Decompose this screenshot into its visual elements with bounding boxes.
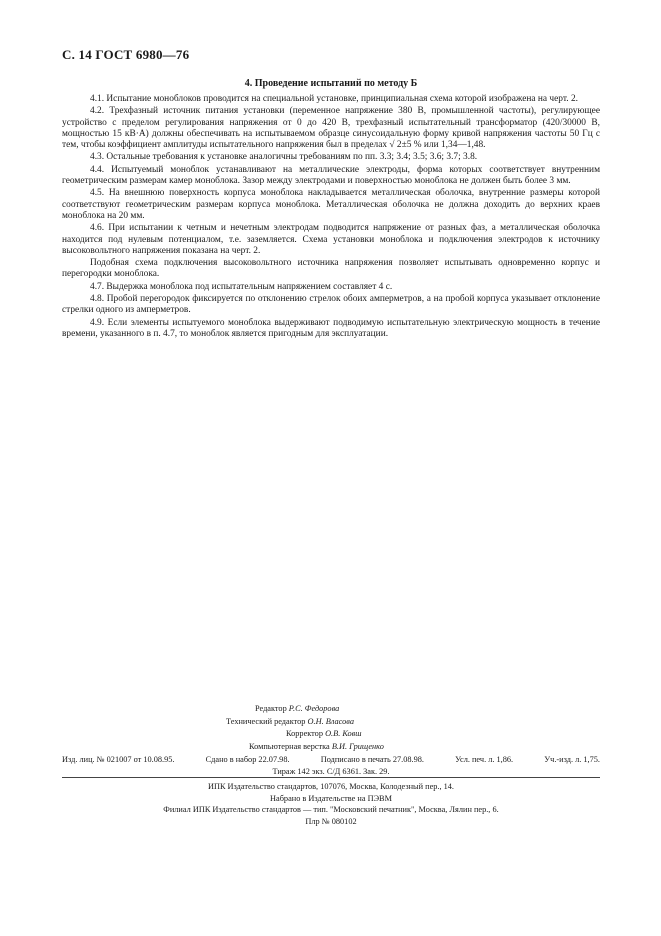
credit-corrector-name: О.В. Ковш bbox=[325, 729, 362, 738]
credit-layout-name: В.И. Грищенко bbox=[331, 741, 384, 751]
imprint-publisher: ИПК Издательство стандартов, 107076, Москва, Колодезный пер., 14. bbox=[207, 782, 455, 791]
section-title: 4. Проведение испытаний по методу Б bbox=[244, 78, 418, 89]
credit-tech-editor bbox=[226, 716, 661, 729]
footer-divider bbox=[62, 777, 600, 778]
circulation-line: Тираж 142 экз. С/Д 6361. Зак. 29. bbox=[272, 766, 390, 776]
credit-tech-editor-name: О.Н. Власова bbox=[307, 716, 354, 726]
signed-to-print-date: Подписано в печать 27.08.98. bbox=[320, 755, 424, 764]
credit-editor bbox=[255, 703, 661, 716]
page-header: С. 14 ГОСТ 6980—76 bbox=[62, 47, 190, 62]
publication-info bbox=[62, 754, 600, 777]
credit-editor-name: Р.С. Федорова bbox=[288, 704, 340, 713]
imprint-footer bbox=[62, 781, 600, 827]
sent-to-set-date: Сдано в набор 22.07.98. bbox=[205, 755, 290, 764]
paragraph-4-7: 4.7. Выдержка моноблока под испытательным напряжением составляет 4 с. bbox=[90, 281, 393, 292]
publishing-sheets: Уч.-изд. л. 1,75. bbox=[544, 755, 600, 764]
credit-editor-role: Редактор bbox=[255, 704, 287, 713]
credit-layout bbox=[249, 741, 661, 754]
paragraph-4-6-note: Подобная схема подключения высоковольтного источника напряжения позволяет испытывать одновременно корпус и перегородки моноблока. bbox=[62, 258, 600, 280]
paragraph-4-6: 4.6. При испытании к четным и нечетным электродам подводится напряжение от разных фаз, а металлическая оболочка находится под нулевым потенциалом, т.е. заземляется. Схема установки моноблока и подключения электродов к источнику высоковольтного напряжения показана на черт. 2. bbox=[62, 223, 600, 256]
credits-block bbox=[0, 703, 661, 753]
paragraph-4-2: 4.2. Трехфазный источник питания установки (переменное напряжение 380 В, промышленной частоты), регулирующее устройство с пределом регулирования напряжения от 0 до 420 В, трехфазный испытательный трансформатор (420/30000 В, мощностью 15 кВ·А) должны обеспечивать на испытываемом образце синусоидальную форму кривой напряжения частоты 50 Гц с тем, чтобы коэффициент амплитуды испытательного напряжения был в пределах √ 2±5 % или 1,34—1,48. bbox=[62, 106, 600, 151]
paragraph-4-3: 4.3. Остальные требования к установке аналогичны требованиям по пп. 3.3; 3.4; 3.5; 3.6; 3.7; 3.8. bbox=[90, 152, 478, 163]
credit-corrector bbox=[286, 728, 661, 741]
paragraph-4-8: 4.8. Пробой перегородок фиксируется по отклонению стрелок обоих амперметров, а на пробой корпуса указывает отклонение стрелки одного из амперметров. bbox=[62, 294, 600, 316]
imprint-typeset: Набрано в Издательстве на ПЭВМ bbox=[270, 793, 392, 803]
imprint-license: Плр № 080102 bbox=[305, 816, 357, 826]
paragraph-4-1: 4.1. Испытание моноблоков проводится на специальной установке, принципиальная схема которой изображена на черт. 2. bbox=[90, 94, 578, 104]
paragraph-4-4: 4.4. Испытуемый моноблок устанавливают на металлические электроды, форма которых соответствует внутренним геометрическим размерам камер моноблока. Зазор между электродами и поверхностью моноблока не должен быть более 3 мм. bbox=[62, 164, 600, 187]
imprint-printer: Филиал ИПК Издательство стандартов — тип. "Московский печатник", Москва, Лялин пер., 6. bbox=[163, 805, 499, 815]
section-method-b bbox=[62, 78, 600, 341]
credit-corrector-role: Корректор bbox=[286, 729, 323, 738]
license-number: Изд. лиц. № 021007 от 10.08.95. bbox=[62, 755, 175, 764]
publication-row bbox=[62, 754, 600, 766]
paragraph-4-9: 4.9. Если элементы испытуемого моноблока выдерживают подводимую испытательную электрическую мощность в течение времени, указанного в п. 4.7, то моноблок является пригодным для эксплуатации. bbox=[62, 317, 600, 339]
credit-layout-role: Компьютерная верстка bbox=[249, 741, 330, 751]
print-sheets: Усл. печ. л. 1,86. bbox=[455, 755, 514, 764]
paragraph-4-5: 4.5. На внешнюю поверхность корпуса моноблока накладывается металлическая оболочка, внутренние размеры которой соответствуют геометрическим размерам корпуса моноблока. Металлическая оболочка не должна доходить до верхних краев моноблока на 20 мм. bbox=[62, 188, 600, 221]
credit-tech-editor-role: Технический редактор bbox=[226, 716, 306, 726]
